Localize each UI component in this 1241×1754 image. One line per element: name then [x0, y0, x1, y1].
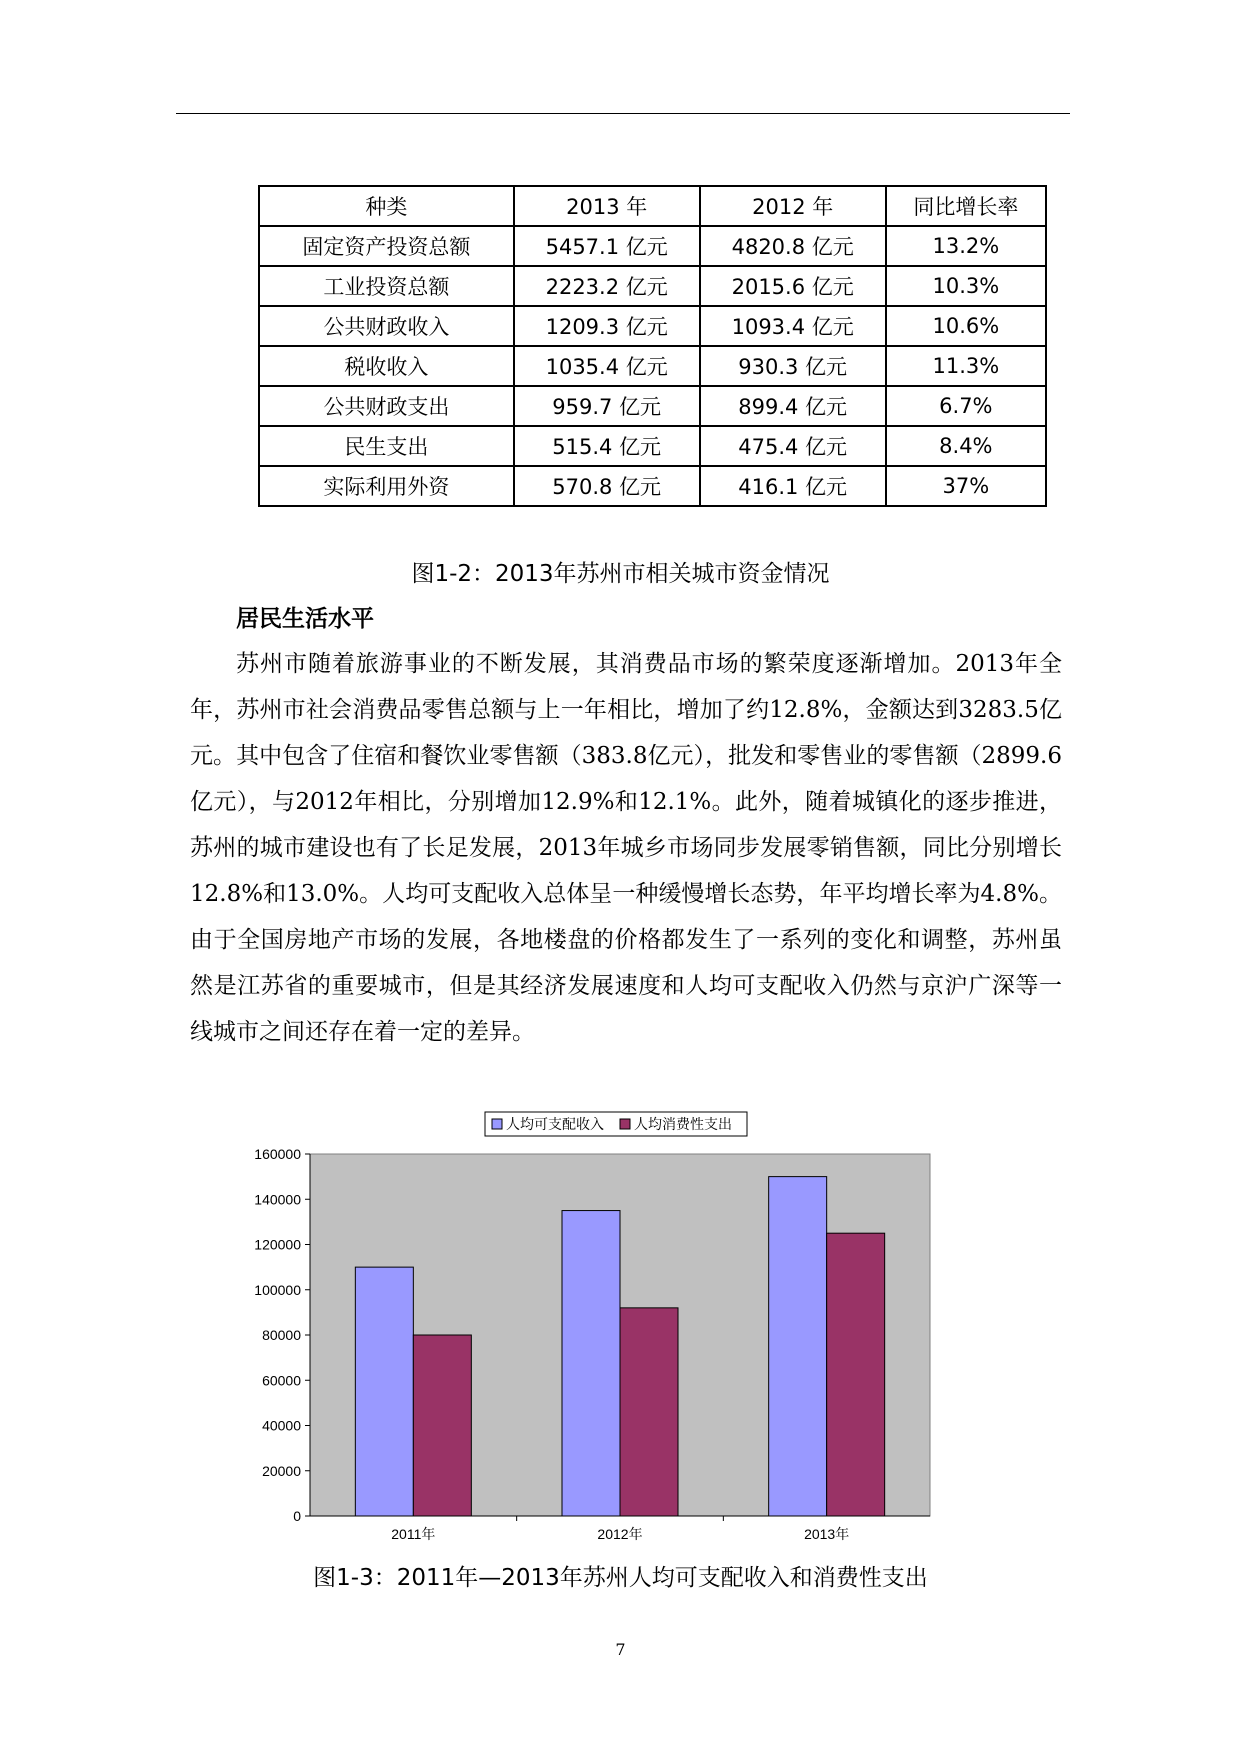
table-cell: 959.7 亿元: [514, 386, 700, 426]
legend-label: 人均消费性支出: [634, 1116, 732, 1132]
y-tick-label: 80000: [262, 1327, 301, 1343]
y-tick-label: 40000: [262, 1417, 301, 1434]
x-tick-label: 2012年: [597, 1526, 643, 1542]
table-cell: 民生支出: [259, 426, 514, 466]
bar-income: [355, 1267, 413, 1516]
table-cell: 工业投资总额: [259, 266, 514, 306]
table-caption: 图1-2：2013年苏州市相关城市资金情况: [411, 561, 830, 587]
table-row: [259, 306, 1046, 346]
funds-table: [258, 185, 1047, 507]
y-tick-label: 140000: [254, 1191, 301, 1208]
bar-chart-svg: [230, 1108, 950, 1548]
legend-label: 人均可支配收入: [506, 1116, 604, 1132]
table-header-cell: 2013 年: [514, 186, 700, 226]
page-number: 7: [615, 1640, 626, 1659]
table-cell: 570.8 亿元: [514, 466, 700, 506]
table-cell: 10.6%: [886, 306, 1046, 346]
table-row: [259, 266, 1046, 306]
table-cell: 公共财政支出: [259, 386, 514, 426]
table-row: [259, 386, 1046, 426]
table-cell: 11.3%: [886, 346, 1046, 386]
body-paragraph: 苏州市随着旅游事业的不断发展，其消费品市场的繁荣度逐渐增加。2013年全年，苏州市社会消费品零售总额与上一年相比，增加了约12.8%，金额达到3283.5亿元。其中包含了住宿和餐饮业零售额（383.8亿元），批发和零售业的零售额（2899.6亿元），与2012年相比，分别增加12.9%和12.1%。此外，随着城镇化的逐步推进，苏州的城市建设也有了长足发展，2013年城乡市场同步发展零销售额，同比分别增长12.8%和13.0%。人均可支配收入总体呈一种缓慢增长态势，年平均增长率为4.8%。由于全国房地产市场的发展，各地楼盘的价格都发生了一系列的变化和调整，苏州虽然是江苏省的重要城市，但是其经济发展速度和人均可支配收入仍然与京沪广深等一线城市之间还存在着一定的差异。: [190, 651, 1062, 1045]
table-cell: 899.4 亿元: [700, 386, 886, 426]
y-tick-label: 100000: [254, 1281, 301, 1298]
table-cell: 515.4 亿元: [514, 426, 700, 466]
table-cell: 4820.8 亿元: [700, 226, 886, 266]
table-cell: 10.3%: [886, 266, 1046, 306]
x-tick-label: 2013年: [804, 1526, 850, 1542]
table-cell: 2223.2 亿元: [514, 266, 700, 306]
table-cell: 1093.4 亿元: [700, 306, 886, 346]
table-cell: 5457.1 亿元: [514, 226, 700, 266]
table-header-row: [259, 186, 1046, 226]
x-tick-label: 2011年: [391, 1526, 436, 1542]
bar-income: [562, 1211, 620, 1516]
table-cell: 416.1 亿元: [700, 466, 886, 506]
y-tick-label: 20000: [262, 1462, 301, 1479]
table-cell: 2015.6 亿元: [700, 266, 886, 306]
table-cell: 税收收入: [259, 346, 514, 386]
table-cell: 930.3 亿元: [700, 346, 886, 386]
table-cell: 固定资产投资总额: [259, 226, 514, 266]
table-cell: 475.4 亿元: [700, 426, 886, 466]
table-cell: 6.7%: [886, 386, 1046, 426]
legend-swatch: [492, 1119, 502, 1129]
y-tick-label: 160000: [254, 1146, 301, 1162]
bar-income: [769, 1177, 827, 1516]
table-cell: 1209.3 亿元: [514, 306, 700, 346]
table-cell: 实际利用外资: [259, 466, 514, 506]
table-cell: 37%: [886, 466, 1046, 506]
bar-expense: [827, 1233, 885, 1516]
table-header-cell: 2012 年: [700, 186, 886, 226]
table-row: [259, 426, 1046, 466]
bar-expense: [413, 1335, 471, 1516]
table-cell: 8.4%: [886, 426, 1046, 466]
table-row: [259, 226, 1046, 266]
y-tick-label: 120000: [254, 1236, 301, 1253]
legend-swatch: [620, 1119, 630, 1129]
bar-chart: [230, 1108, 950, 1548]
table-header-cell: 种类: [259, 186, 514, 226]
table-row: [259, 466, 1046, 506]
section-heading: 居民生活水平: [236, 606, 374, 632]
y-tick-label: 0: [293, 1508, 301, 1524]
bar-expense: [620, 1308, 678, 1516]
table-header-cell: 同比增长率: [886, 186, 1046, 226]
table-cell: 13.2%: [886, 226, 1046, 266]
y-tick-label: 60000: [262, 1372, 301, 1389]
header-rule: [176, 113, 1070, 114]
table-cell: 公共财政收入: [259, 306, 514, 346]
table-row: [259, 346, 1046, 386]
chart-caption: 图1-3：2011年—2013年苏州人均可支配收入和消费性支出: [313, 1565, 928, 1591]
table-cell: 1035.4 亿元: [514, 346, 700, 386]
